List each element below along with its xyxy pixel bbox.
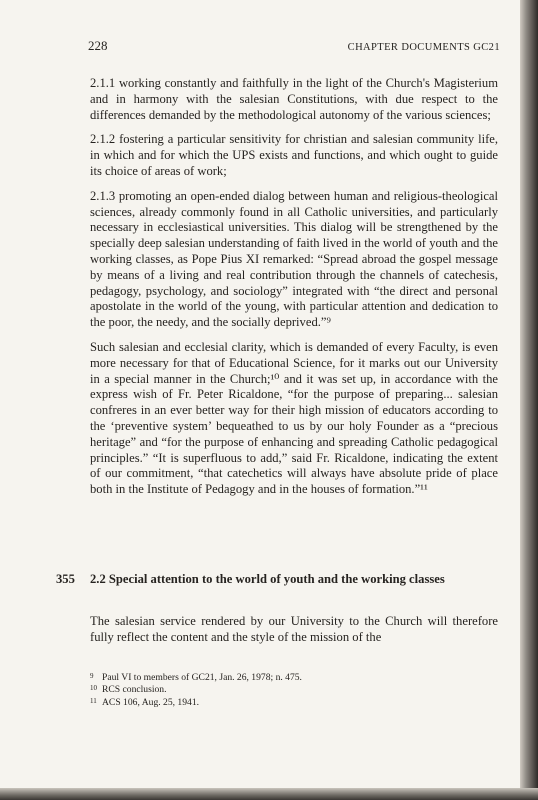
footnote-mark: 9 [90,672,94,680]
paragraph-clarity: Such salesian and ecclesial clarity, which is demanded of every Faculty, is even more necessary for that of Educational Science, for it marks out our University in a special manner in the Church;¹⁰ and it was set up, in accordance with the express wish of Fr. Peter Ricaldone, “for the purpose of preparing... salesian confreres in an ever better way for their high mission of educators according to the ‘preventive system’ bequeathed to us by our holy Founder as a “precious heritage” and “for the purpose of enhancing and spreading Catholic pedagogical principles.” “It is superfluous to add,” said Fr. Ricaldone, indicating the extent of our commitment, “that catechetics will always have absolute pride of place both in the Institute of Pedagogy and in the houses of formation.”¹¹ [90,339,498,497]
section-body [90,614,498,646]
paragraph-2-1-2: 2.1.2 fostering a particular sensitivity for christian and salesian community life, in which and for which the UPS exists and functions, and which ought to guide its choice of areas of work; [90,132,498,178]
paragraph-2-1-1: 2.1.1 working constantly and faithfully in the light of the Church's Magisterium and in harmony with the salesian Constitutions, with due respect to the differences demanded by the methodological autonomy of the various sciences; [90,76,498,122]
book-spine-shadow [520,0,538,800]
section-title: 2.2 Special attention to the world of youth and the working classes [90,572,445,586]
footnote-text: RCS conclusion. [102,684,167,696]
section-paragraph: The salesian service rendered by our University to the Church will therefore fully reflect the content and the style of the mission of the [90,614,498,644]
section-heading [56,572,498,588]
margin-number: 355 [56,572,75,586]
footnote-text: ACS 106, Aug. 25, 1941. [102,696,200,708]
page-header [88,38,500,54]
footnote-mark: 11 [90,696,97,705]
footnotes [90,672,498,709]
footnote-mark: 10 [90,684,97,693]
footnote-10 [90,684,498,696]
footnote-text: Paul VI to members of GC21, Jan. 26, 1978; n. 475. [102,672,302,683]
page-number: 228 [88,38,108,53]
page-bottom-edge [0,788,538,800]
body-text [90,76,498,507]
running-head: CHAPTER DOCUMENTS GC21 [347,42,500,53]
paragraph-2-1-3: 2.1.3 promoting an open-ended dialog between human and religious-theological sciences, already commonly found in all Catholic universities, and particularly necessary in ecclesiastical universities. This dialog will be strengthened by the specially deep salesian understanding of faith lived in the world of youth and the working classes, as Pope Pius XI remarked: “Spread abroad the gospel message by means of a living and real contribution through the channels of catechesis, pedagogy, psychology, and sociology” integrated with “the direct and personal apostolate in the world of the young, with particular attention and dedication to the poor, the needy, and the socially deprived.”⁹ [90,188,498,330]
footnote-9 [90,672,498,684]
footnote-11 [90,697,498,709]
